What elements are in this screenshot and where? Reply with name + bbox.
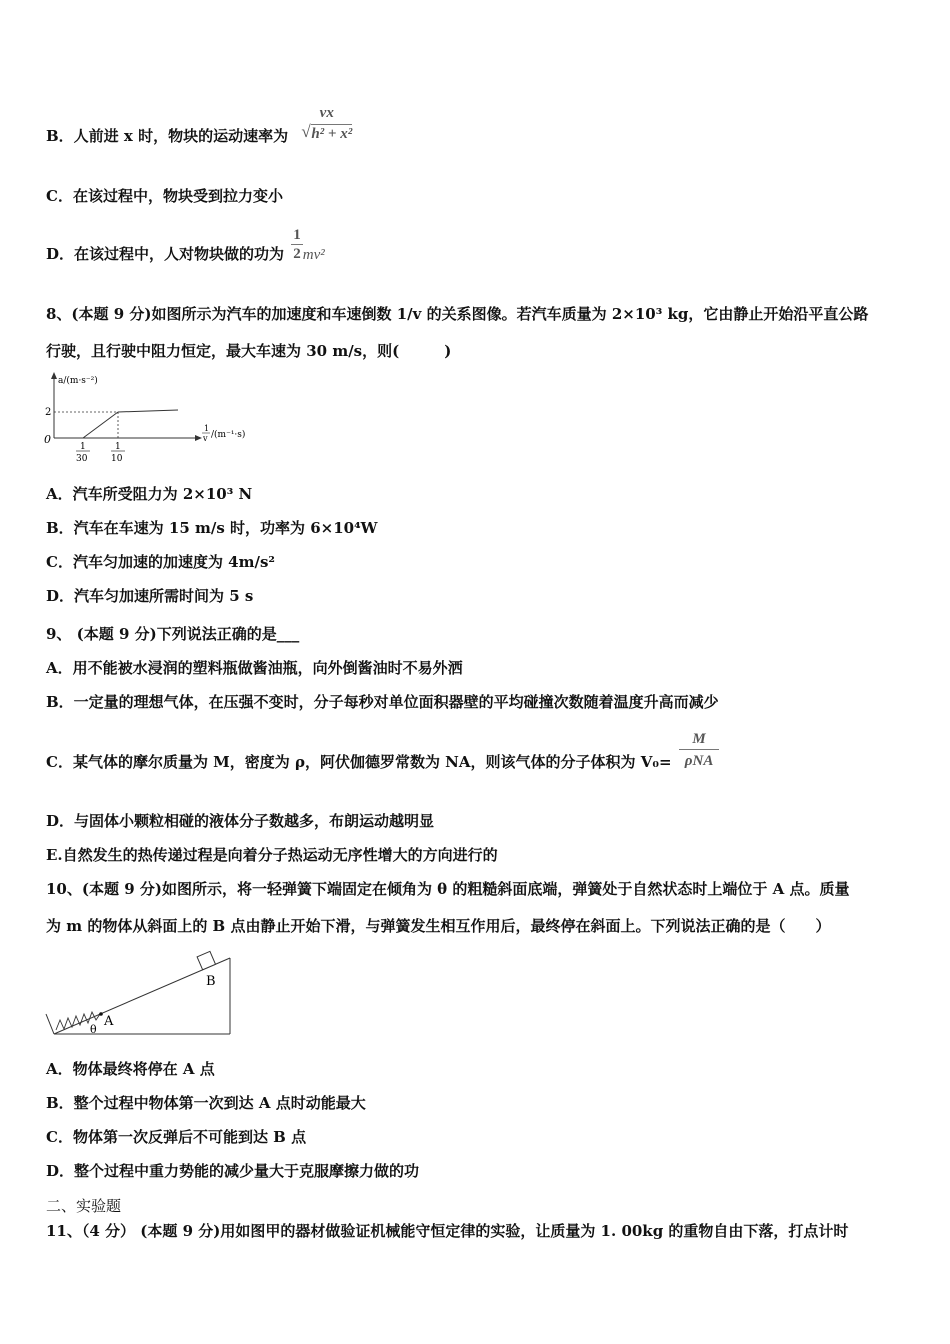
q8-option-b: B．汽车在车速为 15 m/s 时，功率为 6×10⁴W <box>46 519 378 537</box>
q9-option-b: B．一定量的理想气体，在压强不变时，分子每秒对单位面积器壁的平均碰撞次数随着温度升高而减少 <box>46 693 719 711</box>
q8-acceleration-graph <box>40 370 270 466</box>
q11-stem: 11、（4 分） (本题 9 分)用如图甲的器材做验证机械能守恒定律的实验，让质量为 1. 00kg 的重物自由下落，打点计时 <box>46 1222 849 1240</box>
section-title-experiment: 二、实验题 <box>46 1197 122 1215</box>
fig-label-theta: θ <box>90 1023 97 1036</box>
graph-x-label-frac-num: 1 <box>204 424 210 433</box>
q8-stem-line2: 行驶，且行驶中阻力恒定，最大车速为 30 m/s，则( ) <box>46 342 452 360</box>
graph-y-tick: 2 <box>45 407 52 418</box>
q9-stem: 9、 (本题 9 分)下列说法正确的是___ <box>46 625 300 643</box>
q8-option-c: C．汽车匀加速的加速度为 4m/s² <box>46 553 275 571</box>
graph-x-tick1-den: 30 <box>76 454 88 464</box>
graph-x-tick2-num: 1 <box>115 442 121 452</box>
q9-option-d: D．与固体小颗粒相碰的液体分子数越多，布朗运动越明显 <box>46 812 435 830</box>
q10-option-c: C．物体第一次反弹后不可能到达 B 点 <box>46 1128 307 1146</box>
fig-label-b: B <box>206 974 216 989</box>
fig-label-a: A <box>104 1014 114 1029</box>
q10-option-b: B．整个过程中物体第一次到达 A 点时动能最大 <box>46 1094 366 1112</box>
q9-option-e: E.自然发生的热传递过程是向着分子热运动无序性增大的方向进行的 <box>46 846 498 864</box>
graph-x-tick2-den: 10 <box>111 454 123 464</box>
q10-option-d: D．整个过程中重力势能的减少量大于克服摩擦力做的功 <box>46 1162 420 1180</box>
graph-x-label: /(m⁻¹·s) <box>211 430 246 440</box>
q10-option-a: A．物体最终将停在 A 点 <box>46 1060 215 1078</box>
q8-option-a: A．汽车所受阻力为 2×10³ N <box>46 485 253 503</box>
q7-option-d-fraction: $\frac{1}{2}$ <box>293 226 301 262</box>
q10-stem-line1: 10、(本题 9 分)如图所示，将一轻弹簧下端固定在倾角为 θ 的粗糙斜面底端，弹簧处于自然状态时上端位于 A 点。质量 <box>46 880 850 898</box>
q7-option-b-fraction: vx √ h² + x² <box>301 104 353 142</box>
q8-option-d: D．汽车匀加速所需时间为 5 s <box>46 587 254 605</box>
q8-stem-line1: 8、(本题 9 分)如图所示为汽车的加速度和车速倒数 1/v 的关系图像。若汽车质量为 2×10³ kg，它由静止开始沿平直公路 <box>46 305 869 323</box>
graph-origin: 0 <box>44 433 51 446</box>
q9-option-c-fraction: $\frac{M}{\text{ρNA}}$ <box>679 730 720 770</box>
q7-option-b: B．人前进 x 时，物块的运动速率为 vx √ h² + x² <box>46 126 358 146</box>
q10-incline-figure <box>40 946 240 1038</box>
q10-stem-line2: 为 m 的物体从斜面上的 B 点由静止开始下滑，与弹簧发生相互作用后，最终停在斜面上。下列说法正确的是（ ） <box>46 917 831 935</box>
q7-option-d: D．在该过程中，人对物块做的功为 $\frac{1}{2}$ mv² <box>46 226 325 263</box>
q9-option-a: A．用不能被水浸润的塑料瓶做酱油瓶，向外倒酱油时不易外洒 <box>46 659 463 677</box>
graph-x-tick1-num: 1 <box>80 442 86 452</box>
graph-x-label-frac-den: v <box>203 434 208 443</box>
q9-option-c: C．某气体的摩尔质量为 M，密度为 ρ，阿伏伽德罗常数为 NA，则该气体的分子体积为 V₀= $\frac{M}{\text{ρNA}}$ <box>46 752 719 772</box>
q7-option-c: C．在该过程中，物块受到拉力变小 <box>46 187 283 205</box>
graph-y-label: a/(m·s⁻²) <box>58 376 98 386</box>
